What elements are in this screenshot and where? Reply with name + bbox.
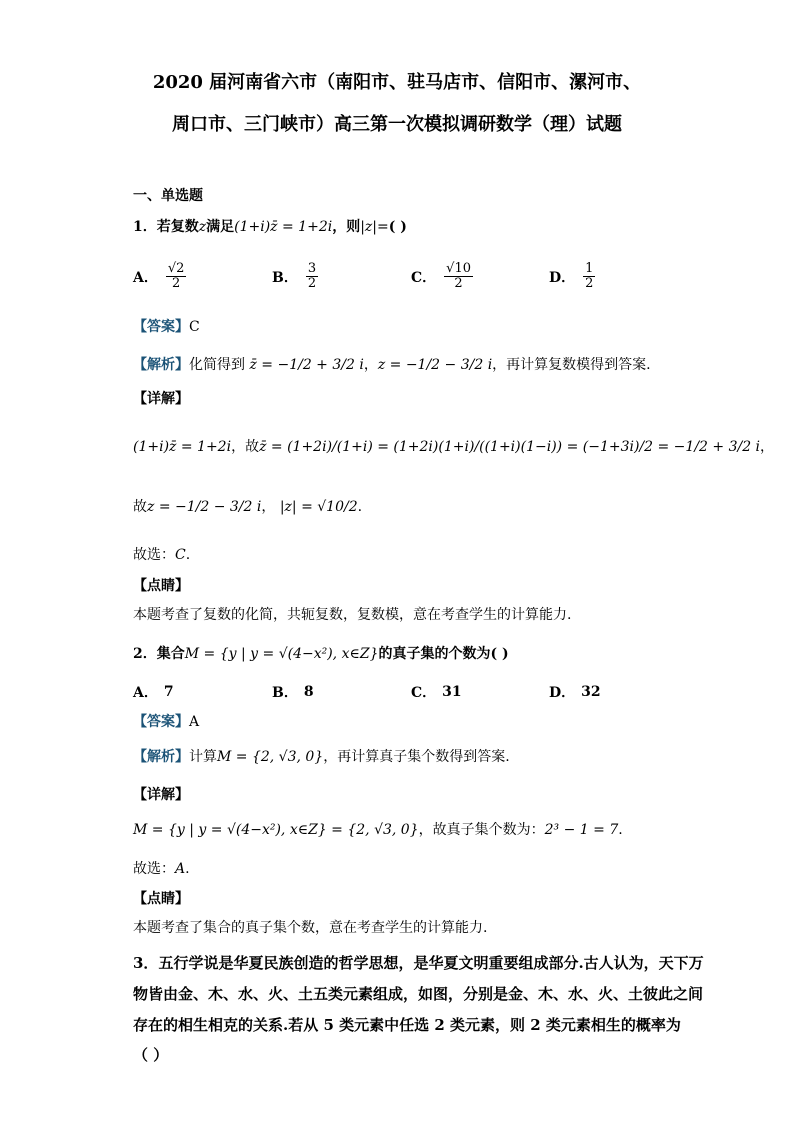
q1-detail-line-1: (1+i)z̄ = 1+2i，故z̄ = (1+2i)/(1+i) = (1+2i)(1+i)/((1+i)(1−i)) = (−1+3i)/2 = −1/2 + 3/2 i， <box>133 439 775 455</box>
q1-option-c: C． $\frac{√10}{2}$ <box>411 261 471 292</box>
q3-stem-line-4: （ ） <box>133 1046 169 1064</box>
q2-comment: 本题考查了集合的真子集个数，意在考查学生的计算能力. <box>133 920 488 936</box>
q1-option-a: A． $\frac{√2}{2}$ <box>133 261 185 292</box>
q1-choose: 故选：C. <box>133 547 191 563</box>
q2-option-d: D． 32 <box>549 684 601 701</box>
q1-stem: 1．若复数z满足(1+i)z̄ = 1+2i，则|z|=( ) <box>133 219 407 235</box>
q2-comment-label: 【点睛】 <box>133 891 189 907</box>
exam-title-line-2: 周口市、三门峡市）高三第一次模拟调研数学（理）试题 <box>172 114 622 135</box>
q1-detail-label: 【详解】 <box>133 391 189 407</box>
q3-stem-line-2: 物皆由金、木、水、火、土五类元素组成，如图，分别是金、木、水、火、土彼此之间 <box>133 985 704 1003</box>
q2-detail: M = {y | y = √(4−x²), x∈Z} = {2, √3, 0}，故真子集个数为：2³ − 1 = 7. <box>133 822 623 838</box>
q1-option-d: D． $\frac{1}{2}$ <box>549 261 594 292</box>
q1-analysis: 【解析】化简得到 z̄ = −1/2 + 3/2 i，z = −1/2 − 3/2 i，再计算复数模得到答案. <box>133 357 651 373</box>
q1-answer: 【答案】C <box>133 319 200 335</box>
q2-stem: 2．集合M = {y | y = √(4−x²), x∈Z}的真子集的个数为( ) <box>133 646 509 662</box>
q1-comment-label: 【点睛】 <box>133 578 189 594</box>
q2-detail-label: 【详解】 <box>133 787 189 803</box>
q3-stem-line-3: 存在的相生相克的关系.若从 5 类元素中任选 2 类元素，则 2 类元素相生的概率为 <box>133 1016 681 1034</box>
q2-analysis: 【解析】计算M = {2, √3, 0}，再计算真子集个数得到答案. <box>133 749 510 765</box>
q1-option-b: B． $\frac{3}{2}$ <box>272 261 317 292</box>
q1-detail-line-2: 故z = −1/2 − 3/2 i， |z| = √10/2. <box>133 499 363 515</box>
exam-title-line-1: 2020 届河南省六市（南阳市、驻马店市、信阳市、漯河市、 <box>152 72 642 93</box>
q3-stem-line-1: 3．五行学说是华夏民族创造的哲学思想，是华夏文明重要组成部分.古人认为，天下万 <box>133 954 704 972</box>
q2-option-a: A． 7 <box>133 684 174 701</box>
q2-option-c: C． 31 <box>411 684 462 701</box>
q2-choose: 故选：A. <box>133 861 190 877</box>
section-heading: 一、单选题 <box>133 188 203 204</box>
q2-answer: 【答案】A <box>133 714 200 730</box>
q2-option-b: B． 8 <box>272 684 314 701</box>
q1-comment: 本题考查了复数的化简，共轭复数，复数模，意在考查学生的计算能力. <box>133 607 572 623</box>
